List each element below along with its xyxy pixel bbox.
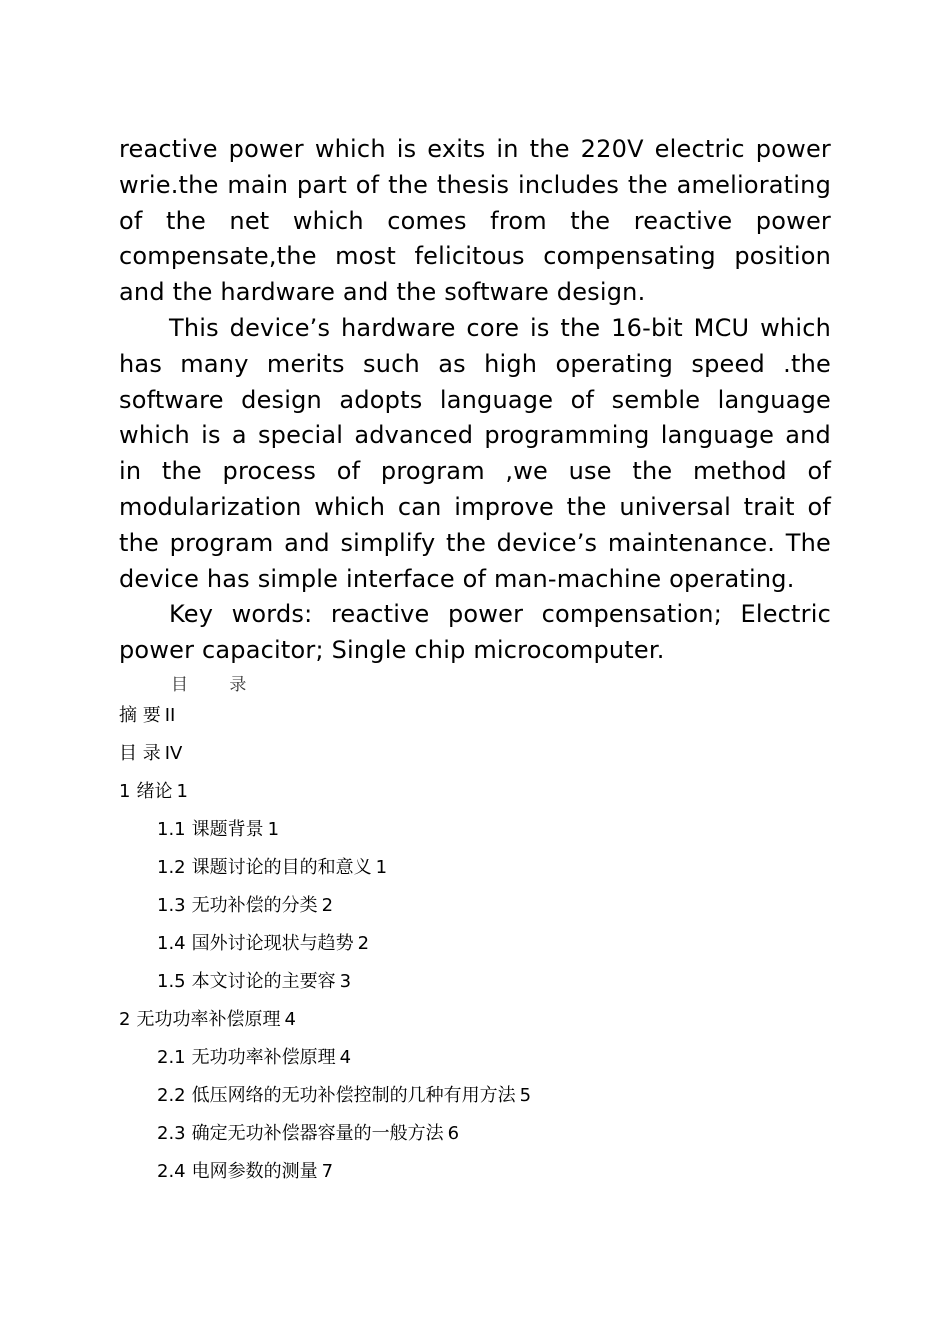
toc-item-number: 2: [119, 1008, 131, 1030]
toc-item-number: 2.4: [157, 1160, 186, 1182]
toc-item-2-2[interactable]: [119, 1077, 831, 1115]
table-of-contents: [119, 697, 831, 1191]
toc-item-number: 2.3: [157, 1122, 186, 1144]
abstract-paragraph-2: This device’s hardware core is the 16-bit MCU which has many merits such as high operating speed .the software design adopts language of semble language which is a special advanced programming language and in the process of program ,we use the method of modularization which can improve the universal trait of the program and simplify the device’s maintenance. The device has simple interface of man-machine operating.: [119, 313, 831, 593]
toc-item-page: 1: [267, 818, 280, 840]
toc-item-abstract[interactable]: [119, 697, 831, 735]
toc-item-1-3[interactable]: [119, 887, 831, 925]
toc-item-2-3[interactable]: [119, 1115, 831, 1153]
toc-item-page: 3: [339, 970, 352, 992]
keywords-paragraph: Key words: reactive power compensation; Electric power capacitor; Single chip microcomputer.: [119, 600, 831, 665]
toc-item-title: 确定无功补偿器容量的一般方法: [191, 1122, 444, 1144]
toc-item-1[interactable]: [119, 773, 831, 811]
document-page: [119, 132, 831, 1191]
toc-item-contents[interactable]: [119, 735, 831, 773]
toc-item-number: 1.3: [157, 894, 186, 916]
toc-item-page: 4: [284, 1008, 296, 1030]
toc-item-title: 无功功率补偿原理: [191, 1046, 336, 1068]
toc-heading: 目 录: [171, 674, 265, 695]
toc-item-title: 课题讨论的目的和意义: [191, 856, 372, 878]
toc-item-number: 1.5: [157, 970, 186, 992]
toc-item-2-4[interactable]: [119, 1153, 831, 1191]
toc-item-title: 摘 要: [119, 704, 161, 726]
toc-item-1-1[interactable]: [119, 811, 831, 849]
toc-item-2[interactable]: [119, 1001, 831, 1039]
toc-item-title: 无功功率补偿原理: [136, 1008, 281, 1030]
toc-item-1-4[interactable]: [119, 925, 831, 963]
toc-item-number: 2.1: [157, 1046, 186, 1068]
toc-item-title: 本文讨论的主要容: [191, 970, 336, 992]
toc-item-page: IV: [164, 742, 183, 764]
toc-item-page: 4: [339, 1046, 352, 1068]
toc-item-title: 课题背景: [191, 818, 264, 840]
toc-item-number: 1.2: [157, 856, 186, 878]
toc-item-1-2[interactable]: [119, 849, 831, 887]
toc-item-page: 1: [375, 856, 388, 878]
toc-item-page: 5: [519, 1084, 532, 1106]
toc-item-title: 国外讨论现状与趋势: [191, 932, 354, 954]
toc-item-title: 无功补偿的分类: [191, 894, 318, 916]
toc-item-title: 目 录: [119, 742, 161, 764]
toc-item-number: 2.2: [157, 1084, 186, 1106]
toc-item-page: 2: [357, 932, 370, 954]
toc-item-page: II: [164, 704, 176, 726]
toc-item-title: 电网参数的测量: [191, 1160, 318, 1182]
toc-item-number: 1.4: [157, 932, 186, 954]
toc-item-number: 1: [119, 780, 131, 802]
toc-item-2-1[interactable]: [119, 1039, 831, 1077]
toc-item-1-5[interactable]: [119, 963, 831, 1001]
toc-item-page: 6: [447, 1122, 460, 1144]
toc-item-page: 7: [321, 1160, 334, 1182]
toc-item-title: 低压网络的无功补偿控制的几种有用方法: [191, 1084, 516, 1106]
toc-item-number: 1.1: [157, 818, 186, 840]
toc-item-page: 2: [321, 894, 334, 916]
toc-item-page: 1: [176, 780, 188, 802]
toc-item-title: 绪论: [136, 780, 173, 802]
abstract-paragraph-1: reactive power which is exits in the 220V electric power wrie.the main part of the thesis includes the ameliorating of the net which comes from the reactive power compensate,the most felicitous compensating position and the hardware and the software design.: [119, 135, 831, 307]
